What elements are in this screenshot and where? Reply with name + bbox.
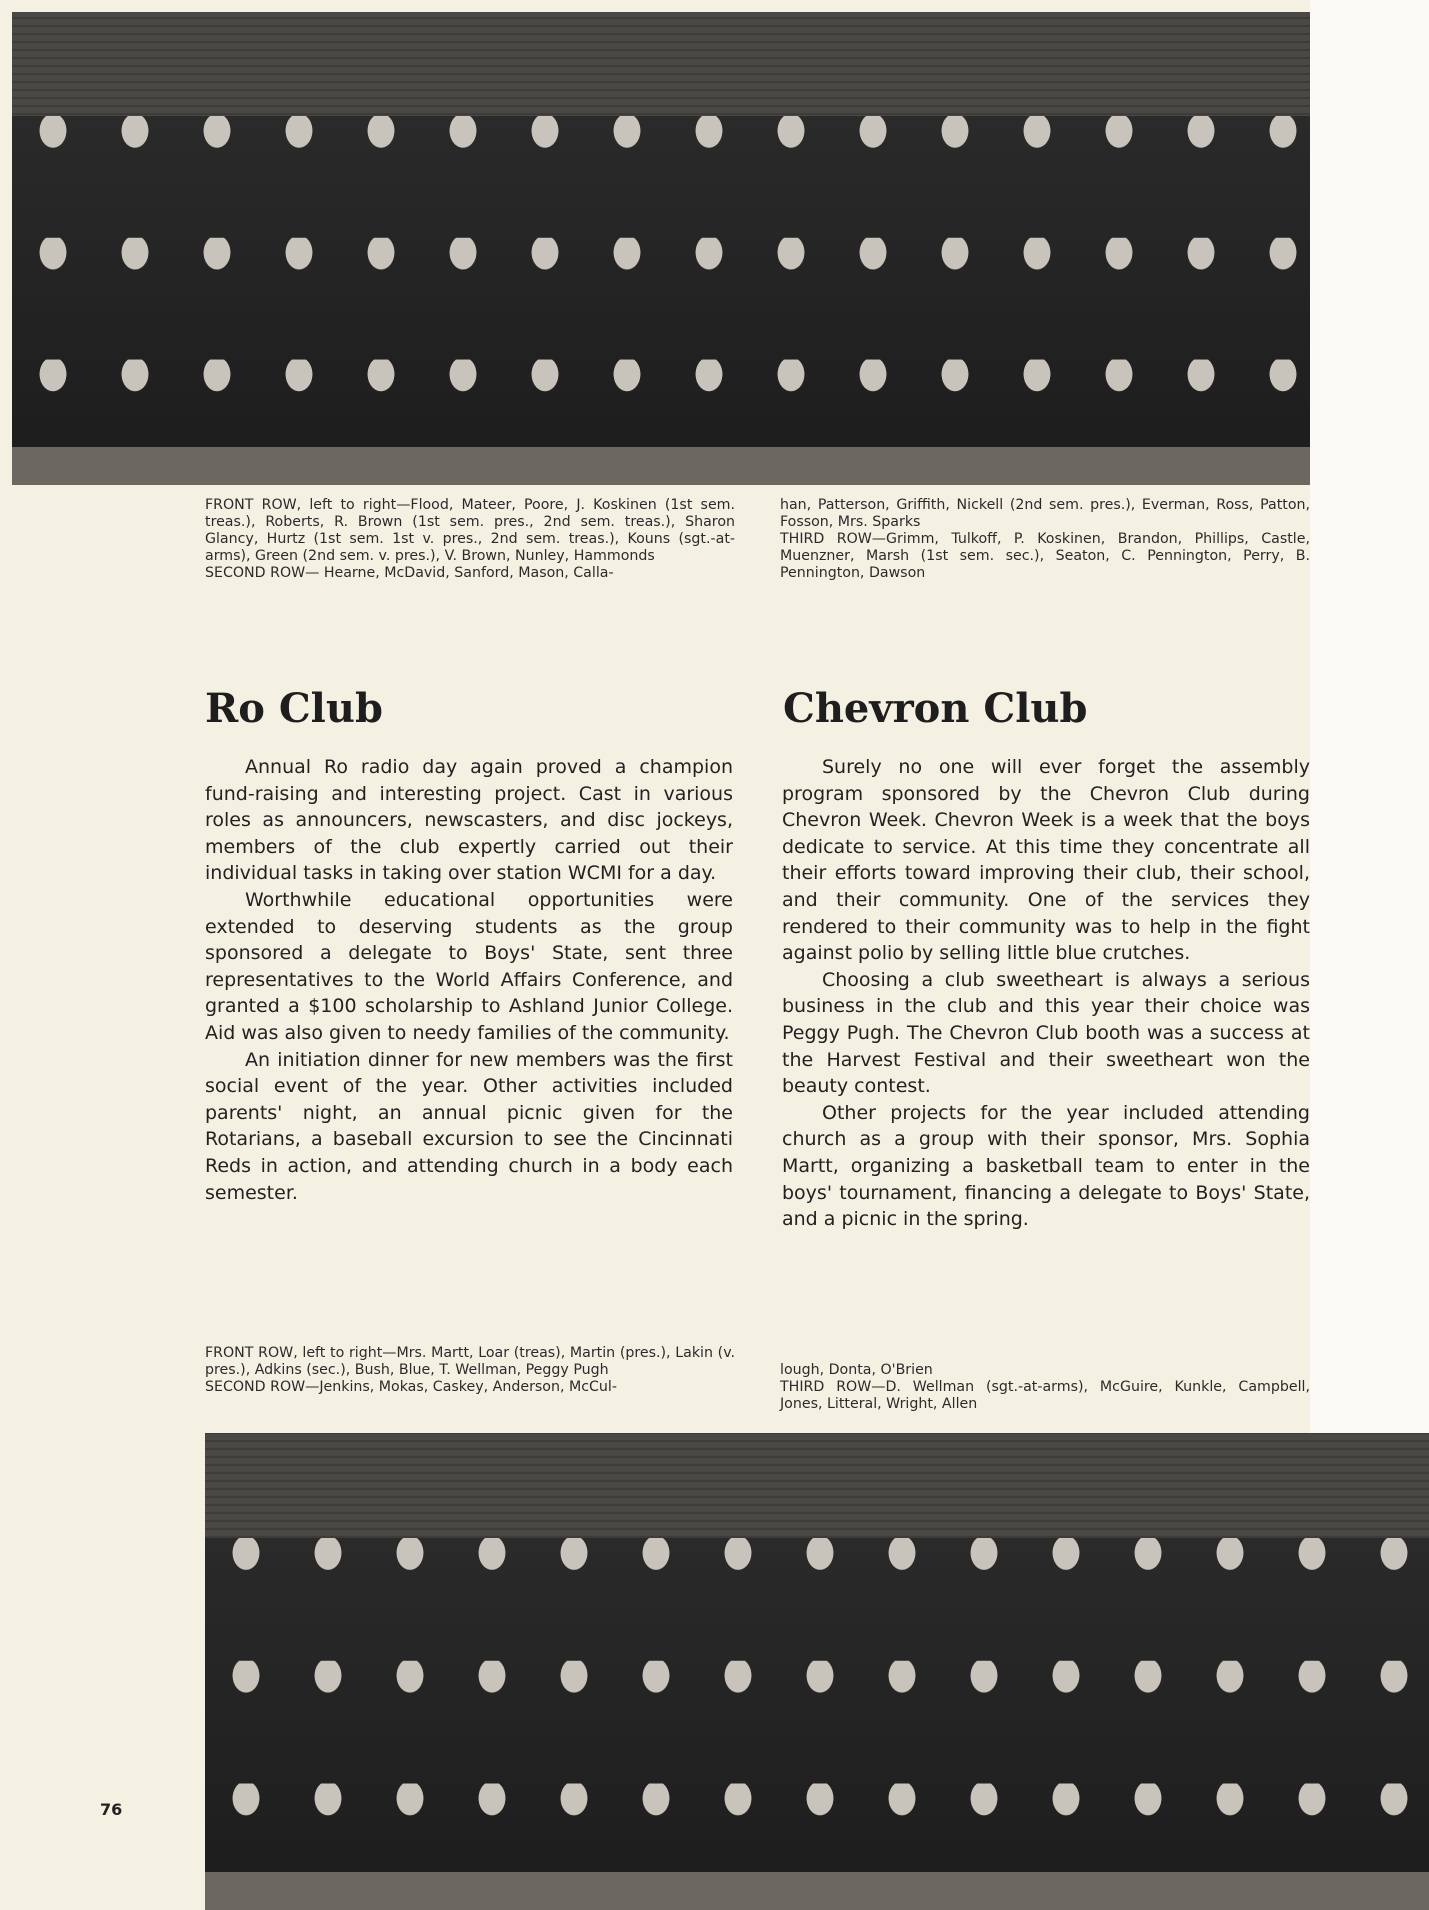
paragraph: Surely no one will ever forget the assembly program sponsored by the Chevron Club during Chevron Week. Chevron Week is a week that the boys dedicate to service. At this time they concentrate all their efforts toward improving their club, their school, and their community. One of the services they rendered to their community was to help in the fight against polio by selling little blue crutches. (782, 756, 1310, 965)
ro-club-caption-left (205, 497, 735, 582)
caption-third-row: THIRD ROW—Grimm, Tulkoff, P. Koskinen, Brandon, Phillips, Castle, Muenzner, Marsh (1st sem. sec.), Seaton, C. Pennington, Perry, B. Pennington, Dawson (780, 531, 1310, 581)
paragraph: Other projects for the year included attending church as a group with their sponsor, Mrs. Sophia Martt, organizing a basketball team to enter in the boys' tournament, financing a delegate to Boys' State, and a picnic in the spring. (782, 1101, 1310, 1231)
ro-club-article (205, 754, 733, 1206)
chevron-club-heading: Chevron Club (783, 685, 1088, 732)
chevron-club-caption-left (205, 1345, 735, 1396)
chevron-club-caption-right (780, 1362, 1310, 1413)
paragraph: Choosing a club sweetheart is always a serious business in the club and this year their choice was Peggy Pugh. The Chevron Club booth was a success at the Harvest Festival and their sweetheart won the beauty contest. (782, 968, 1310, 1098)
paragraph: An initiation dinner for new members was the first social event of the year. Other activities included parents' night, an annual picnic given for the Rotarians, a baseball excursion to see the Cincinnati Reds in action, and attending church in a body each semester. (205, 1048, 733, 1204)
caption-second-row: SECOND ROW—Jenkins, Mokas, Caskey, Anderson, McCul- (205, 1379, 617, 1395)
caption-front-row: FRONT ROW, left to right—Flood, Mateer, Poore, J. Koskinen (1st sem. treas.), Roberts, R. Brown (1st sem. pres., 2nd sem. treas.), Sharon Glancy, Hurtz (1st sem. 1st v. pres., 2nd sem. treas.), Kouns (sgt.-at-arms), Green (2nd sem. v. pres.), V. Brown, Nunley, Hammonds (205, 497, 735, 564)
caption-third-row: THIRD ROW—D. Wellman (sgt.-at-arms), McGuire, Kunkle, Campbell, Jones, Litteral, Wright, Allen (780, 1379, 1310, 1412)
paragraph: Annual Ro radio day again proved a champion fund-raising and interesting project. Cast in various roles as announcers, newscasters, and disc jockeys, members of the club expertly carried out their individual tasks in taking over station WCMI for a day. (205, 756, 733, 885)
paragraph: Worthwhile educational opportunities were extended to deserving students as the group sponsored a delegate to Boys' State, sent three representatives to the World Affairs Conference, and granted a $100 scholarship to Ashland Junior College. Aid was also given to needy families of the community. (205, 888, 733, 1044)
ro-club-heading: Ro Club (205, 685, 383, 732)
chevron-club-group-photo (205, 1433, 1429, 1910)
caption-second-row-cont: lough, Donta, O'Brien (780, 1362, 933, 1378)
chevron-club-article (782, 754, 1310, 1233)
ro-club-caption-right (780, 497, 1310, 582)
ro-club-group-photo (12, 12, 1310, 485)
caption-second-row-cont: han, Patterson, Griffith, Nickell (2nd sem. pres.), Everman, Ross, Patton, Fosson, Mrs. Sparks (780, 497, 1310, 530)
caption-front-row: FRONT ROW, left to right—Mrs. Martt, Loar (treas), Martin (pres.), Lakin (v. pres.), Adkins (sec.), Bush, Blue, T. Wellman, Peggy Pugh (205, 1345, 735, 1378)
page-number: 76 (100, 1800, 123, 1819)
caption-second-row: SECOND ROW— Hearne, McDavid, Sanford, Mason, Calla- (205, 565, 614, 581)
